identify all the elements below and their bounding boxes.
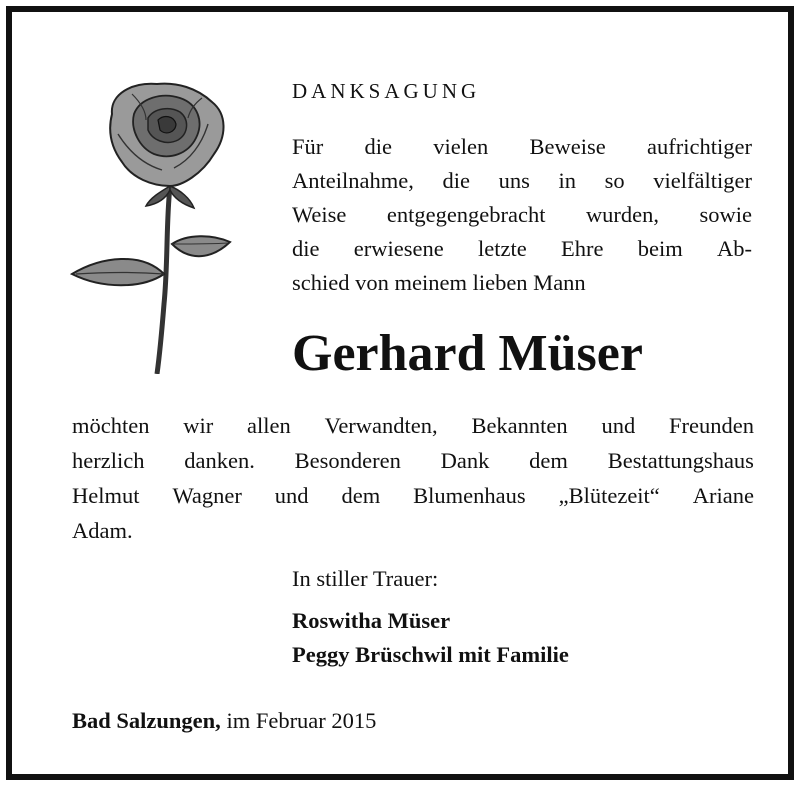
word: entgegengebracht	[386, 202, 546, 227]
thanks-text	[72, 408, 754, 548]
date-text: im Februar 2015	[226, 708, 377, 733]
signer-name: Roswitha Müser	[292, 608, 451, 633]
word: Dank	[440, 448, 490, 473]
word: danken.	[184, 448, 255, 473]
word: vielfältiger	[653, 168, 752, 193]
word: „Blütezeit“	[558, 483, 660, 508]
intro-line	[292, 164, 752, 198]
mourning-phrase: In stiller Trauer:	[292, 566, 439, 591]
place: Bad Salzungen,	[72, 708, 221, 733]
thanks-line	[72, 408, 754, 443]
word: Besonderen	[294, 448, 401, 473]
word: in	[558, 168, 576, 193]
word: und	[274, 483, 309, 508]
word: aufrichtiger	[647, 134, 752, 159]
word: Ehre	[560, 236, 604, 261]
word: Wagner	[172, 483, 242, 508]
word: Beweise	[529, 134, 606, 159]
thanks-line	[72, 478, 754, 513]
rose-icon	[62, 74, 242, 374]
word: Verwandten,	[324, 413, 438, 438]
word: Ariane	[692, 483, 754, 508]
word: Anteilnahme,	[292, 168, 414, 193]
word: sowie	[699, 202, 752, 227]
word: die	[292, 236, 320, 261]
word: möchten	[72, 413, 150, 438]
word: Freunden	[668, 413, 754, 438]
word: Weise	[292, 202, 347, 227]
word: Helmut	[72, 483, 140, 508]
word: dem	[341, 483, 381, 508]
heading-danksagung: DANKSAGUNG	[292, 79, 481, 103]
signer-name: Peggy Brüschwil mit Familie	[292, 642, 569, 667]
thanks-line-last: Adam.	[72, 518, 133, 543]
obituary-frame	[6, 6, 794, 780]
deceased-name: Gerhard Müser	[292, 325, 643, 382]
word: vielen	[433, 134, 489, 159]
word: die	[364, 134, 393, 159]
thanks-line	[72, 443, 754, 478]
intro-line	[292, 130, 752, 164]
word: uns	[498, 168, 530, 193]
word: erwiesene	[353, 236, 444, 261]
word: Ab-	[716, 236, 752, 261]
intro-line	[292, 198, 752, 232]
intro-text	[292, 130, 752, 300]
word: Für	[292, 134, 324, 159]
word: Blumenhaus	[413, 483, 526, 508]
word: so	[604, 168, 625, 193]
word: Bestattungshaus	[607, 448, 754, 473]
word: herzlich	[72, 448, 145, 473]
intro-line	[292, 232, 752, 266]
word: die	[442, 168, 470, 193]
word: beim	[637, 236, 683, 261]
word: dem	[529, 448, 568, 473]
place-date-line	[72, 710, 376, 733]
word: wurden,	[585, 202, 660, 227]
word: wir	[183, 413, 214, 438]
word: letzte	[477, 236, 527, 261]
word: allen	[247, 413, 291, 438]
word: Bekannten	[471, 413, 568, 438]
word: und	[601, 413, 636, 438]
intro-line-last: schied von meinem lieben Mann	[292, 270, 586, 295]
